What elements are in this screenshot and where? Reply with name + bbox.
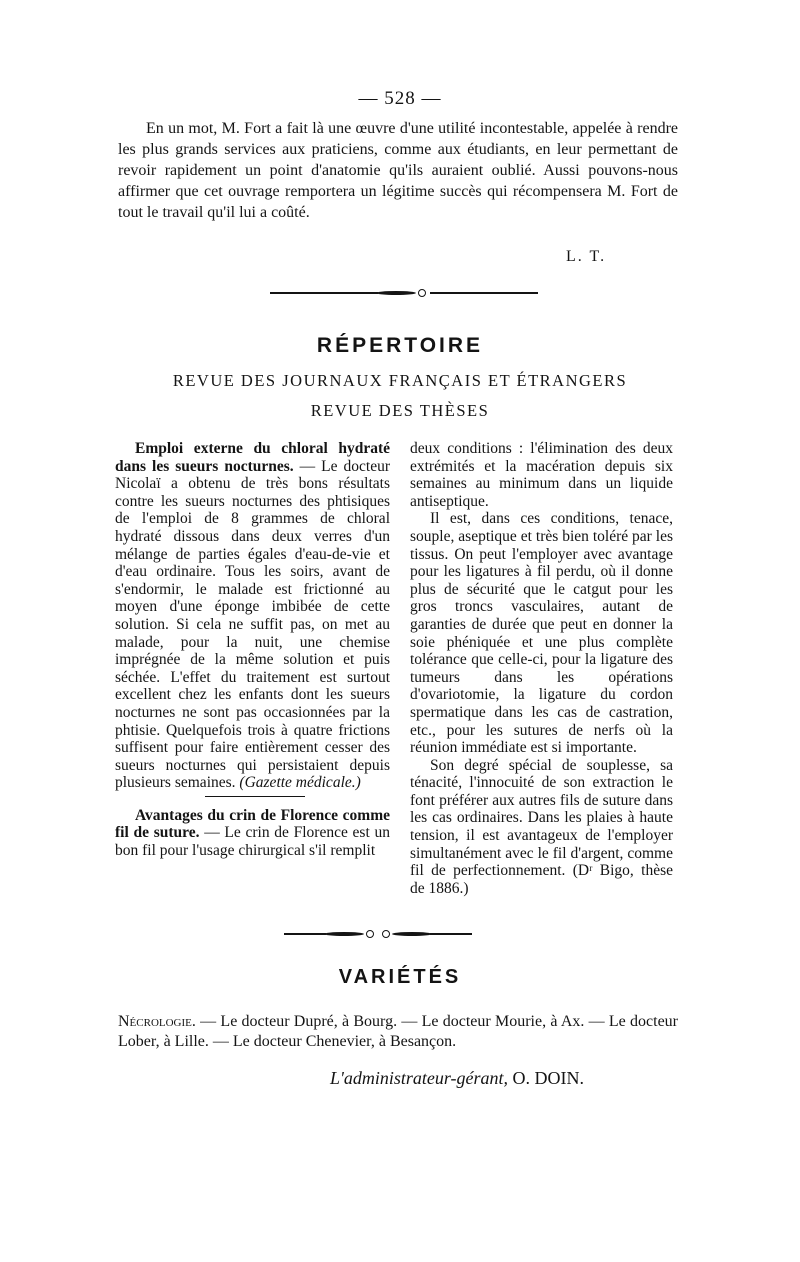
repertoire-title: RÉPERTOIRE [316, 334, 484, 357]
ornament-divider-bottom [284, 930, 472, 938]
intro-paragraph: En un mot, M. Fort a fait là une œuvre d'une utilité incontestable, appelée à rendre les plus grands services aux praticiens, comme aux étudiants, en leur permettant de revoir rapidement un point d'anatomie qu'ils auraient oublié. Aussi pouvons-nous affirmer que cet ouvrage remportera un légitime succès qui récompensera M. Fort de tout le travail qu'il lui a coûté. [118, 120, 678, 221]
article-chloral-source: (Gazette médicale.) [239, 774, 361, 792]
left-column [115, 440, 390, 860]
necrologie-label: Nécrologie. [118, 1013, 196, 1030]
administrator-role: L'administrateur-gérant, [330, 1068, 508, 1088]
article-chloral-body: — Le docteur Nicolaï a obtenu de très bons résultats contre les sueurs nocturnes des phtisiques de l'emploi de 8 grammes de chloral hydraté dissous dans deux verres d'un mélange de parties égales d'eau-de-vie et d'eau ordinaire. Tous les soirs, avant de s'endormir, le malade est frictionné au moyen d'une éponge imbibée de cette solution. Si cela ne suffit pas, on met au malade, pour la nuit, une chemise imprégnée de la même solution et puis séchée. L'effet du traitement est surtout excellent chez les enfants dont les sueurs nocturnes ne sont pas occasionnées par la phtisie. Quelquefois trois à quatre frictions suffisent pour faire entièrement cesser des sueurs nocturnes qui persistaient depuis plusieurs semaines. [115, 457, 391, 792]
article-chloral-title: Emploi externe du chloral hydraté dans les sueurs nocturnes. [115, 440, 390, 475]
article-chloral [115, 440, 390, 792]
right-column [410, 440, 673, 897]
varietes-title: VARIÉTÉS [338, 966, 462, 988]
article-crin-paragraph-3: Son degré spécial de souplesse, sa ténacité, l'innocuité de son extraction le font préférer aux autres fils de suture dans les cas ordinaires. Dans les plaies à haute tension, il est avantageux de l'employer simultanément avec le fil d'argent, comme fil de perfectionnement. (Dʳ Bigo, thèse de 1886.) [410, 756, 673, 897]
necrologie-text: — Le docteur Dupré, à Bourg. — Le docteur Mourie, à Ax. — Le docteur Lober, à Lille. — Le docteur Chenevier, à Besançon. [118, 1013, 678, 1050]
varietes-paragraph [118, 1012, 678, 1052]
article-crin-body-start: — Le crin de Florence est un bon fil pour l'usage chirurgical s'il remplit [115, 824, 390, 860]
article-crin-paragraph-2: Il est, dans ces conditions, tenace, souple, aseptique et très bien toléré par les tissus. On peut l'employer avec avantage pour les ligatures à fil perdu, où il donne plus de sécurité que le catgut pour les gros troncs vasculaires, autant de garanties de durée que peut en donner la soie phéniquée et une plus complète tolérance que celle-ci, pour la ligature des tumeurs dans les opérations d'ovariotomie, la ligature du cordon spermatique dans les cas de castration, etc., pour les sutures de nerfs où la réunion immédiate est si importante. [410, 510, 673, 757]
source-rule [205, 796, 305, 797]
article-crin-continued: deux conditions : l'élimination des deux extrémités et la macération depuis six semaines au minimum dans un liquide antiseptique. [410, 440, 673, 510]
page-number: — 528 — [358, 88, 442, 109]
repertoire-subtitle-theses: REVUE DES THÈSES [310, 401, 490, 420]
ornament-divider-top [270, 289, 538, 297]
repertoire-subtitle-journaux: REVUE DES JOURNAUX FRANÇAIS ET ÉTRANGERS [172, 371, 628, 390]
administrator-signature [330, 1068, 584, 1089]
administrator-name: O. DOIN. [512, 1068, 584, 1088]
intro-signature: L. T. [566, 248, 607, 265]
article-crin [115, 807, 390, 860]
article-crin-title: Avantages du crin de Florence comme fil de suture. [115, 806, 390, 842]
